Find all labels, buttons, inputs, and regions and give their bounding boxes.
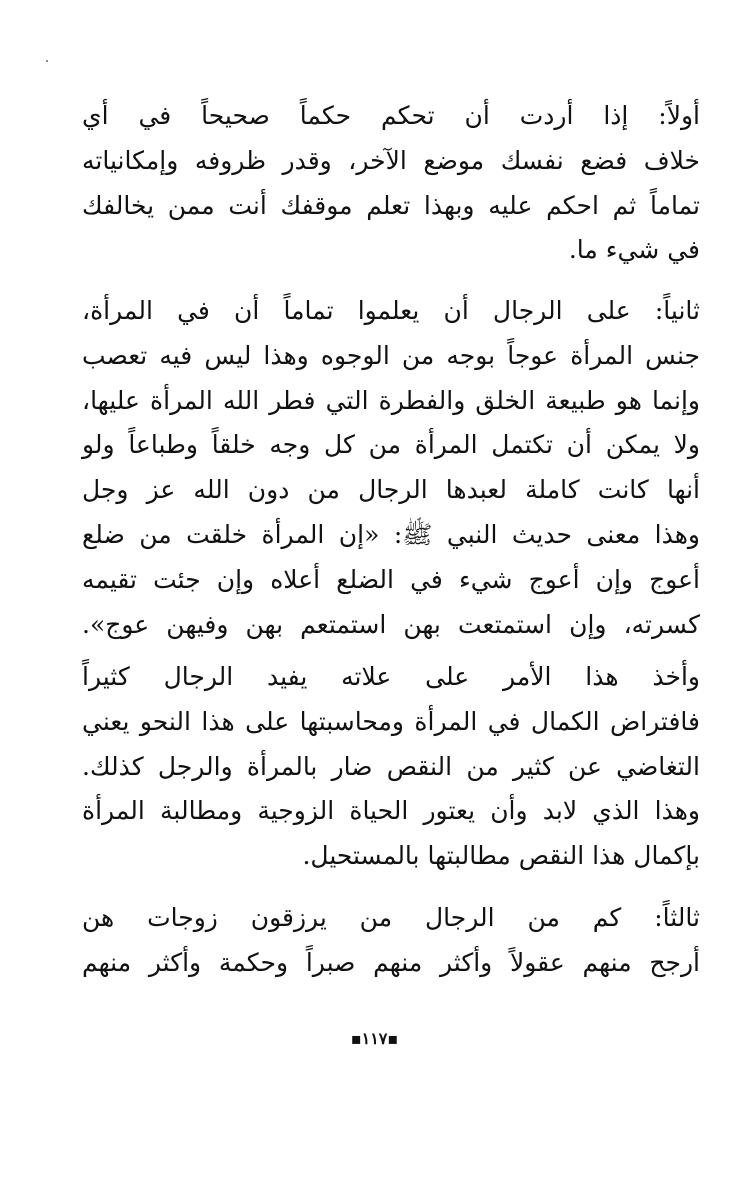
scan-speck [46, 60, 48, 62]
text-line: أنها كانت كاملة لعبدها الرجال من دون الله عز وجل [82, 475, 700, 505]
paragraph-first [82, 94, 700, 273]
paragraph-second [82, 289, 700, 647]
text-line: ولا يمكن أن تكتمل المرأة من كل وجه خلقاً وطباعاً ولو [82, 430, 700, 460]
text-line: بإكمال هذا النقص مطالبتها بالمستحيل. [302, 841, 700, 871]
page-number: ▪١١٧▪ [350, 1029, 399, 1048]
paragraph-fourth [82, 896, 700, 986]
text-line: وإنما هو طبيعة الخلق والفطرة التي فطر الله المرأة عليها، [82, 385, 700, 415]
text-line: فافتراض الكمال في المرأة ومحاسبتها على هذا النحو يعني [82, 706, 700, 736]
text-line: ثانياً: على الرجال أن يعلموا تماماً أن في المرأة، [82, 296, 700, 325]
text-line: التغاضي عن كثير من النقص ضار بالمرأة والرجل كذلك. [82, 751, 700, 781]
text-line: كسرته، وإن استمتعت بهن استمتعم بهن وفيهن عوج». [82, 609, 700, 639]
text-line: تماماً ثم احكم عليه وبهذا تعلم موقفك أنت ممن يخالفك [82, 190, 700, 220]
text-line: وأخذ هذا الأمر على علاته يفيد الرجال كثيراً [82, 662, 700, 691]
text-line: خلاف فضع نفسك موضع الآخر، وقدر ظروفه وإمكانياته [82, 145, 700, 175]
text-line: جنس المرأة عوجاً بوجه من الوجوه وهذا ليس فيه تعصب [82, 340, 700, 370]
text-line: أولاً: إذا أردت أن تحكم حكماً صحيحاً في أي [82, 101, 700, 130]
text-line: أعوج وإن أعوج شيء في الضلع أعلاه وإن جئت تقيمه [82, 564, 700, 594]
paragraph-third [82, 655, 700, 879]
text-line: أرجح منهم عقولاً وأكثر منهم صبراً وحكمة وأكثر منهم [82, 947, 700, 977]
text-line: ثالثاً: كم من الرجال من يرزقون زوجات هن [82, 903, 700, 932]
text-line: وهذا معنى حديث النبي ﷺ: «إن المرأة خلقت من ضلع [82, 519, 700, 549]
text-line: وهذا الذي لابد وأن يعتور الحياة الزوجية ومطالبة المرأة [82, 796, 700, 826]
text-line: في شيء ما. [568, 235, 700, 265]
